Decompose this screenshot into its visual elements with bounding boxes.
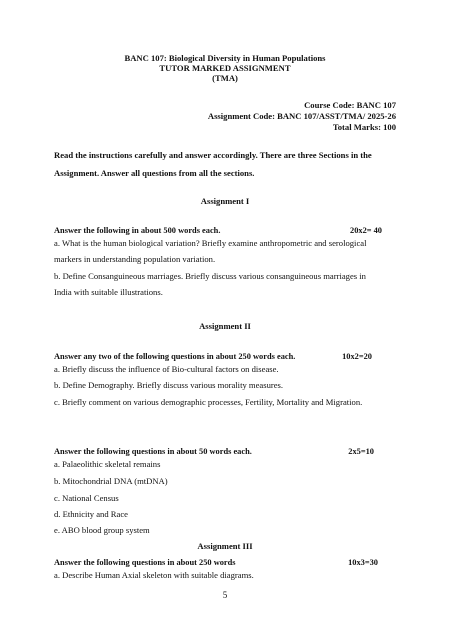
assignment-2-short-d: d. Ethnicity and Race (54, 509, 128, 519)
instructions-line-2: Assignment. Answer all questions from all the sections. (54, 168, 255, 178)
assignment-1-question-a-line-2: markers in understanding population variation. (54, 254, 216, 264)
assignment-2-short-e: e. ABO blood group system (54, 525, 150, 535)
assignment-2-question-b: b. Define Demography. Briefly discuss various morality measures. (54, 380, 284, 390)
assignment-1-title: Assignment I (200, 196, 250, 206)
assignment-2-part-2-marks: 2x5=10 (348, 447, 374, 456)
assignment-3-instruction: Answer the following questions in about 250 words (54, 558, 236, 567)
assignment-2-question-c: c. Briefly comment on various demographic processes, Fertility, Mortality and Migration. (54, 397, 363, 407)
course-code: Course Code: BANC 107 (304, 100, 396, 110)
assignment-2-question-a: a. Briefly discuss the influence of Bio-cultural factors on disease. (54, 364, 279, 374)
assignment-3-question-a: a. Describe Human Axial skeleton with suitable diagrams. (54, 570, 254, 580)
assignment-2-short-c: c. National Census (54, 493, 119, 503)
assignment-1-question-b-line-1: b. Define Consanguineous marriages. Briefly discuss various consanguineous marriages in (54, 271, 366, 281)
instructions-line-1: Read the instructions carefully and answer accordingly. There are three Sections in the (54, 150, 372, 160)
assignment-3-title: Assignment III (197, 541, 253, 551)
assignment-1-question-a-line-1: a. What is the human biological variation? Briefly examine anthropometric and serological (54, 238, 367, 248)
course-title: BANC 107: Biological Diversity in Human Populations (124, 53, 326, 63)
assignment-2-title: Assignment II (199, 321, 251, 331)
assignment-2-part-1-marks: 10x2=20 (342, 352, 372, 361)
total-marks: Total Marks: 100 (332, 122, 396, 132)
assignment-1-question-b-line-2: India with suitable illustrations. (54, 287, 163, 297)
tma-label: (TMA) (212, 73, 238, 83)
assignment-code: Assignment Code: BANC 107/ASST/TMA/ 2025-26 (207, 111, 396, 121)
assignment-2-short-a: a. Palaeolithic skeletal remains (54, 459, 161, 469)
page-number: 5 (222, 590, 228, 600)
assignment-2-part-1-instruction: Answer any two of the following questions in about 250 words each. (54, 352, 296, 361)
assignment-type-title: TUTOR MARKED ASSIGNMENT (159, 63, 291, 73)
assignment-2-short-b: b. Mitochondrial DNA (mtDNA) (54, 476, 168, 486)
assignment-1-marks: 20x2= 40 (350, 226, 382, 235)
assignment-3-marks: 10x3=30 (348, 558, 378, 567)
assignment-1-instruction: Answer the following in about 500 words each. (54, 226, 221, 235)
assignment-2-part-2-instruction: Answer the following questions in about 50 words each. (54, 447, 252, 456)
